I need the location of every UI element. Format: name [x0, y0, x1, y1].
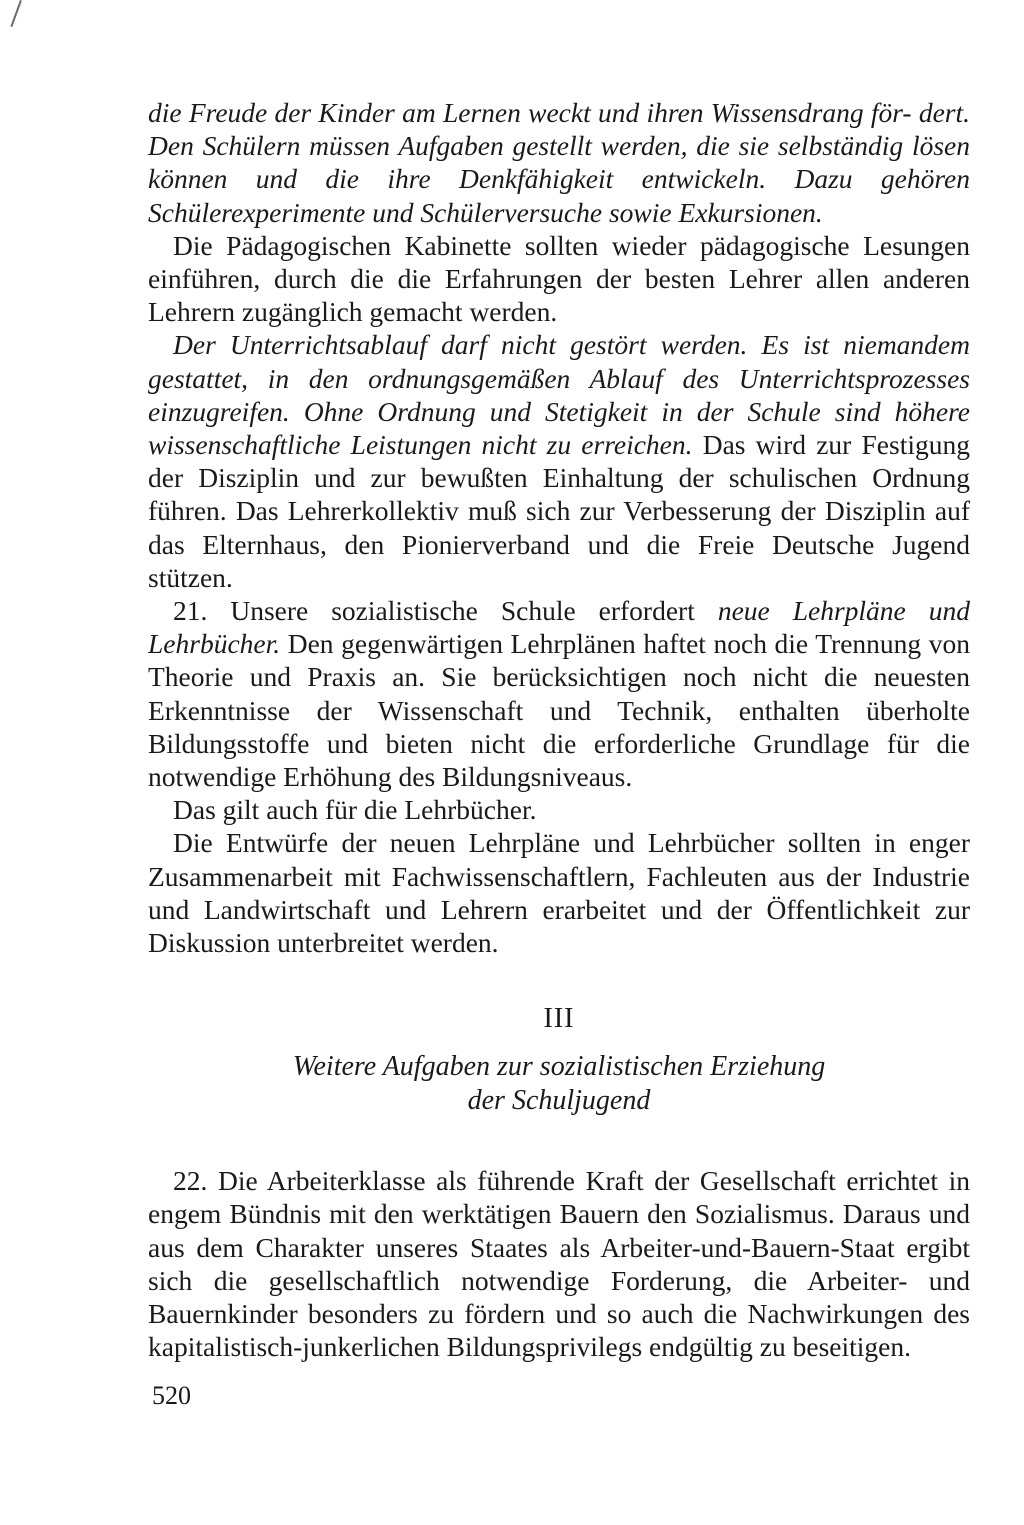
section-title-line-2: der Schuljugend: [467, 1085, 651, 1117]
paragraph-textbooks-text: Das gilt auch für die Lehrbücher.: [173, 794, 537, 826]
paragraph-textbooks: [148, 793, 970, 826]
paragraph-1-text: die Freude der Kinder am Lernen weckt und ihren Wissensdrang för- dert. Den Schülern müssen Aufgaben gestellt werden, die sie selbständig lösen können und die ihre Denkfähigkeit entwickeln. Dazu gehören Schülerexperimente und Schülerversuche sowie Exkursionen.: [148, 97, 970, 228]
paragraph-2-text: Die Pädagogischen Kabinette sollten wieder pädagogische Lesungen einführen, durch die die Erfahrungen der besten Lehrer allen anderen Lehrern zugänglich gemacht werden.: [148, 229, 970, 328]
paragraph-22: [148, 1164, 970, 1363]
paragraph-21-italic-text: neue Lehrpläne und Lehrbücher.: [148, 595, 970, 660]
paragraph-22-text: 22. Die Arbeiterklasse als führende Kraft der Gesellschaft errichtet in engem Bündnis mit den werktätigen Bauern den Sozialismus. Daraus und aus dem Charakter unseres Staates als Arbeiter-und-Bauern-Staat ergibt sich die gesellschaftlich notwendige Forderung, die Arbeiter- und Bauernkinder besonders zu fördern und so auch die Nachwirkungen des kapitalistisch-junkerlichen Bildungsprivilegs endgültig zu beseitigen.: [148, 1165, 970, 1363]
paragraph-21-text-a: 21. Unsere sozialistische Schule erfordert: [173, 595, 718, 627]
paragraph-21-text-b: Den gegenwärtigen Lehrplänen haftet noch die Trennung von Theorie und Praxis an. Sie berücksichtigen noch nicht die neuesten Erkenntnisse der Wissenschaft und Technik, enthalten überholte Bildungsstoffe und bieten nicht die erforderliche Grundlage für die notwendige Erhöhung des Bildungsniveaus.: [148, 628, 970, 793]
section-number: III: [543, 1003, 575, 1035]
margin-mark: [10, 0, 21, 27]
page-body: [148, 96, 970, 1364]
section-title: [148, 1050, 970, 1118]
section-title-line-1: Weitere Aufgaben zur sozialistischen Erziehung: [292, 1051, 826, 1083]
paragraph-21: [148, 594, 970, 793]
paragraph-3-italic-text: Der Unterrichtsablauf darf nicht gestört werden. Es ist niemandem gestattet, in den ordnungsgemäßen Ablauf des Unterrichtsprozesses einzugreifen. Ohne Ordnung und Stetigkeit in der Schule sind höhere wissenschaftliche Leistungen nicht zu erreichen.: [148, 329, 970, 461]
paragraph-3-text: Das wird zur Festigung der Disziplin und zur bewußten Einhaltung der schulischen Ordnung führen. Das Lehrerkollektiv muß sich zur Verbesserung der Disziplin auf das Elternhaus, den Pionierverband und die Freie Deutsche Jugend stützen.: [148, 429, 970, 593]
paragraph-1: [148, 96, 970, 229]
paragraph-3: [148, 328, 970, 594]
paragraph-drafts-text: Die Entwürfe der neuen Lehrpläne und Lehrbücher sollten in enger Zusammenarbeit mit Fachwissenschaftlern, Fachleuten aus der Industrie und Landwirtschaft und Lehrern erarbeitet und der Öffentlichkeit zur Diskussion unterbreitet werden.: [148, 827, 970, 959]
paragraph-2: [148, 229, 970, 329]
page-number: 520: [152, 1381, 191, 1410]
paragraph-drafts: [148, 826, 970, 959]
